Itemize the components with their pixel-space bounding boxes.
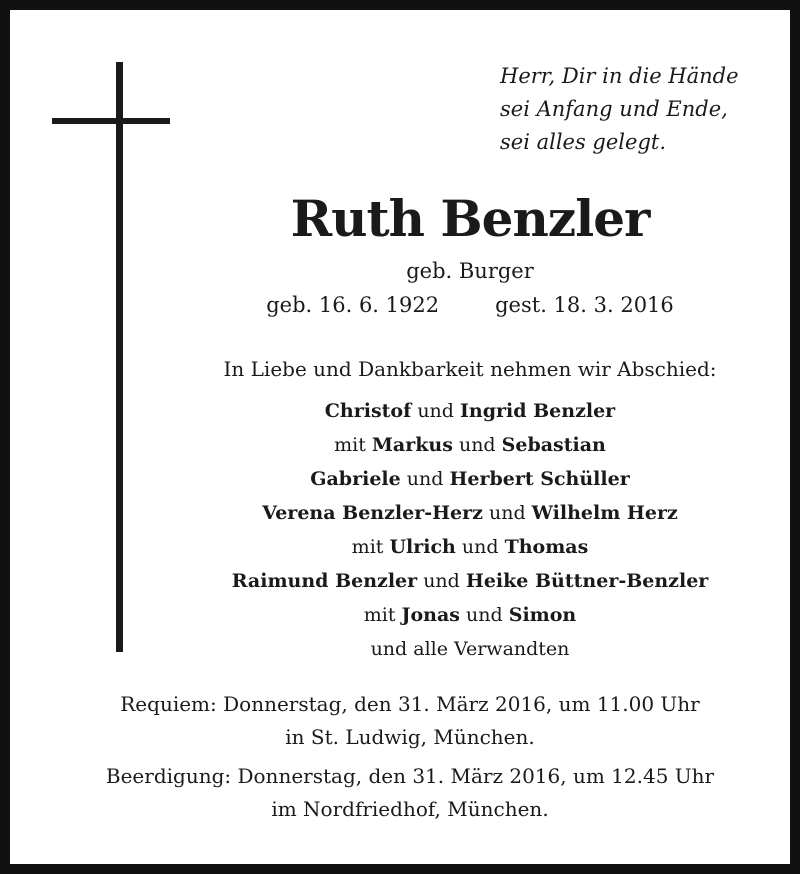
burial-info (20, 760, 800, 826)
life-dates (170, 290, 770, 320)
mourner-line (170, 530, 770, 564)
mourner-name: Herbert Schüller (449, 468, 630, 490)
connector: und (460, 604, 509, 626)
connector: mit (334, 434, 372, 456)
mourner-line (170, 394, 770, 428)
mourner-name: Raimund Benzler (231, 570, 418, 592)
mourner-line (170, 564, 770, 598)
mourner-name: Wilhelm Herz (531, 502, 678, 524)
mourner-name: Simon (508, 604, 577, 626)
cross-icon (116, 62, 123, 652)
mourner-name: Thomas (504, 536, 589, 558)
closing-line: und alle Verwandten (370, 638, 570, 660)
mourner-line (170, 496, 770, 530)
mourner-line (170, 428, 770, 462)
mourner-name: Ingrid Benzler (460, 400, 616, 422)
connector: und (411, 400, 460, 422)
verse-line: sei Anfang und Ende, (500, 97, 728, 121)
mourner-name: Heike Büttner-Benzler (465, 570, 709, 592)
deceased-name: Ruth Benzler (290, 189, 650, 248)
mourner-name: Markus (371, 434, 453, 456)
burial-line: Beerdigung: Donnerstag, den 31. März 2016, um 12.45 Uhr (105, 764, 715, 788)
mourner-name: Sebastian (501, 434, 606, 456)
cross-bar (52, 118, 170, 124)
verse-line: sei alles gelegt. (500, 130, 667, 154)
mourner-line (170, 598, 770, 632)
mourner-line (170, 462, 770, 496)
burial-location: im Nordfriedhof, München. (271, 797, 549, 821)
mourner-name: Ulrich (389, 536, 456, 558)
requiem-location: in St. Ludwig, München. (285, 725, 535, 749)
birth-date: geb. 16. 6. 1922 (266, 293, 440, 317)
verse (500, 60, 800, 159)
connector: und (455, 536, 505, 558)
mourner-name: Gabriele (310, 468, 401, 490)
death-date: gest. 18. 3. 2016 (495, 293, 674, 317)
connector: und (400, 468, 450, 490)
verse-line: Herr, Dir in die Hände (500, 64, 739, 88)
mourner-name: Christof (324, 400, 412, 422)
mourners-list (170, 394, 770, 666)
connector: mit (363, 604, 402, 626)
requiem-line: Requiem: Donnerstag, den 31. März 2016, um 11.00 Uhr (120, 692, 700, 716)
mourners-intro: In Liebe und Dankbarkeit nehmen wir Abschied: (223, 357, 717, 381)
mourner-name: Jonas (401, 604, 460, 626)
mourner-name: Verena Benzler-Herz (262, 502, 483, 524)
requiem-info (20, 688, 800, 754)
connector: und (417, 570, 466, 592)
maiden-name: geb. Burger (406, 259, 534, 283)
connector: mit (351, 536, 390, 558)
connector: und (452, 434, 502, 456)
connector: und (482, 502, 532, 524)
